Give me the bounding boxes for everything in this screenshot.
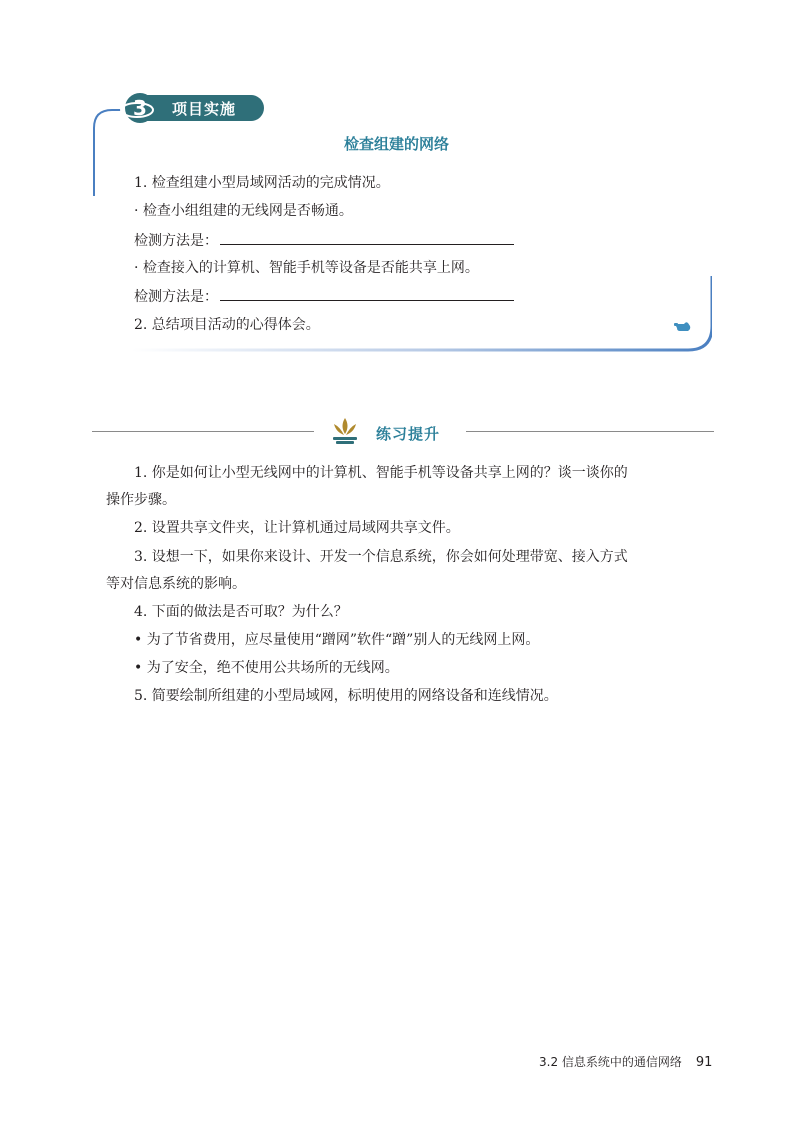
- practice-bullet-2: • 为了安全，绝不使用公共场所的无线网。: [134, 660, 399, 676]
- practice-rule-right: [466, 431, 714, 432]
- project-line-1: 1. 检查组建小型局域网活动的完成情况。: [134, 175, 390, 191]
- project-badge-number: 3: [133, 96, 147, 120]
- practice-bullet-1: • 为了节省费用，应尽量使用“蹭网”软件“蹭”别人的无线网上网。: [134, 632, 540, 648]
- project-badge: [120, 92, 264, 124]
- project-line-5: [134, 286, 514, 307]
- page-number: 91: [695, 1055, 713, 1070]
- project-line-6: 2. 总结项目活动的心得体会。: [134, 317, 320, 333]
- project-badge-label: 项目实施: [172, 100, 237, 118]
- practice-line-4: 4. 下面的做法是否可取？为什么？: [134, 604, 348, 620]
- project-line-2: · 检查小组组建的无线网是否畅通。: [134, 203, 353, 219]
- footer-section: 3.2 信息系统中的通信网络: [539, 1055, 682, 1069]
- project-title: 检查组建的网络: [343, 135, 449, 153]
- project-line-3: [134, 230, 514, 251]
- answer-blank-1[interactable]: [220, 230, 514, 245]
- practice-line-1: 1. 你是如何让小型无线网中的计算机、智能手机等设备共享上网的？谈一谈你的: [134, 465, 628, 481]
- number-badge-icon: [120, 92, 160, 124]
- practice-line-2: 2. 设置共享文件夹，让计算机通过局域网共享文件。: [134, 520, 460, 536]
- detect-method-label-2: 检测方法是：: [134, 289, 218, 305]
- practice-title: 练习提升: [376, 425, 441, 443]
- practice-line-5: 5. 简要绘制所组建的小型局域网，标明使用的网络设备和连线情况。: [134, 688, 558, 704]
- page-footer: [539, 1053, 712, 1070]
- detect-method-label: 检测方法是：: [134, 233, 218, 249]
- practice-rule-left: [92, 431, 314, 432]
- pointing-hand-icon: [674, 320, 692, 334]
- practice-line-1-cont: 操作步骤。: [106, 492, 176, 508]
- answer-blank-2[interactable]: [220, 286, 514, 301]
- practice-line-3-cont: 等对信息系统的影响。: [106, 576, 246, 592]
- lotus-icon: [330, 414, 360, 446]
- project-line-4: · 检查接入的计算机、智能手机等设备是否能共享上网。: [134, 260, 479, 276]
- practice-line-3: 3. 设想一下，如果你来设计、开发一个信息系统，你会如何处理带宽、接入方式: [134, 549, 628, 565]
